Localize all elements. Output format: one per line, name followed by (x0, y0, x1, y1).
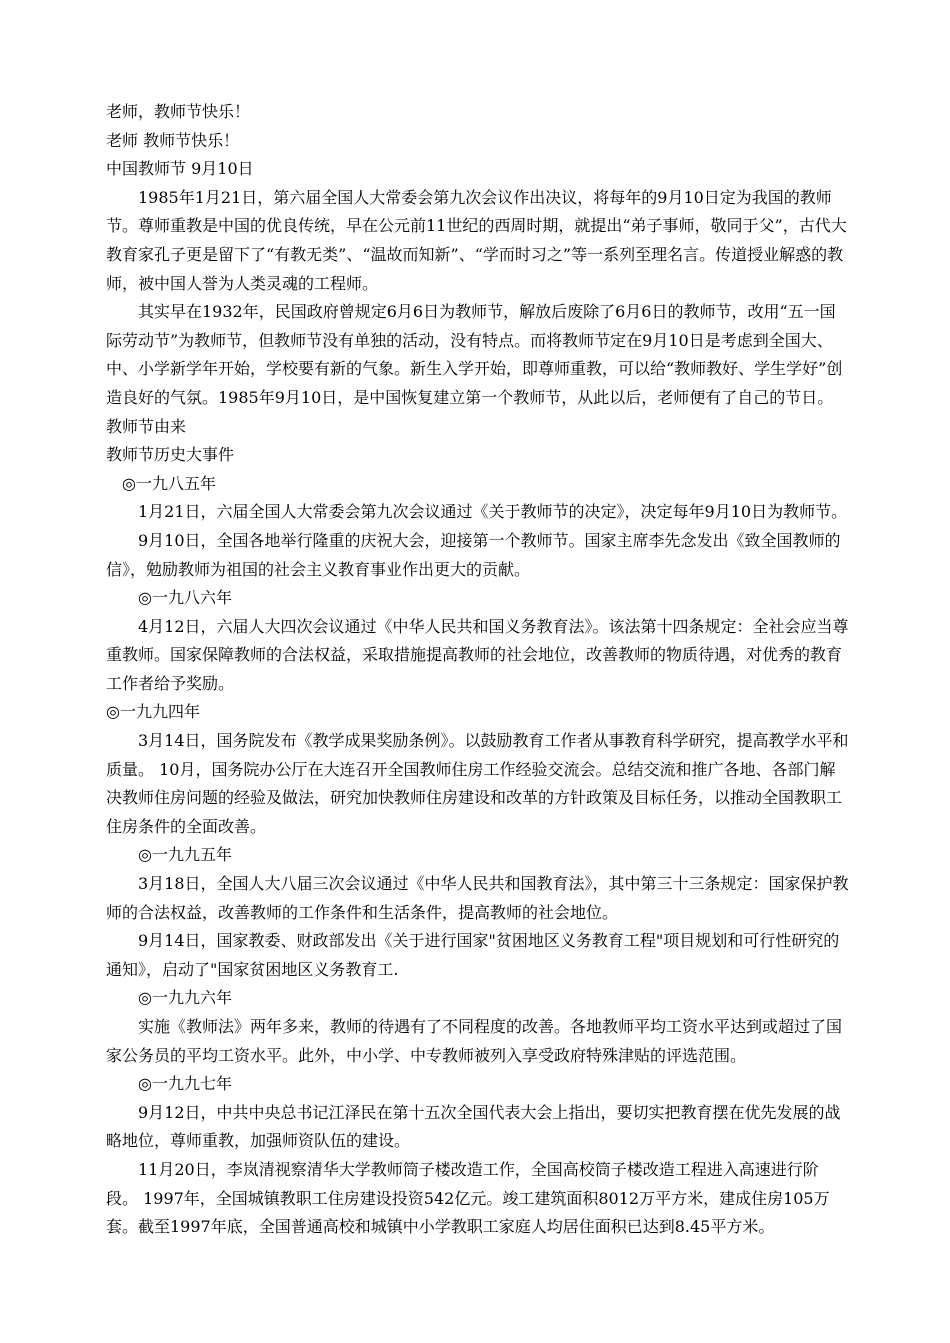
year-heading: ◎一九九七年 (138, 1074, 232, 1094)
greeting-line: 老师 教师节快乐！ (106, 130, 240, 150)
year-heading: ◎一九八五年 (122, 473, 216, 493)
body-paragraph: 3月18日，全国人大八届三次会议通过《中华人民共和国教育法》，其中第三十三条规定：国家保护教师的合法权益，改善教师的工作条件和生活条件，提高教师的社会地位。 (106, 874, 849, 922)
body-paragraph: 1月21日，六届全国人大常委会第九次会议通过《关于教师节的决定》，决定每年9月10日为教师节。 (138, 502, 848, 522)
year-heading: ◎一九九四年 (106, 702, 200, 722)
body-paragraph: 其实早在1932年，民国政府曾规定6月6日为教师节，解放后废除了6月6日的教师节，改用“五一国际劳动节”为教师节，但教师节没有单独的活动，没有特点。而将教师节定在9月10日是考虑到全国大、中、小学新学年开始，学校要有新的气象。新生入学开始，即尊师重教，可以给“教师教好、学生学好”创造良好的气氛。1985年9月10日，是中国恢复建立第一个教师节，从此以后，老师便有了自己的节日。 (106, 302, 843, 407)
body-paragraph: 3月14日，国务院发布《教学成果奖励条例》。以鼓励教育工作者从事教育科学研究，提高教学水平和质量。 10月，国务院办公厅在大连召开全国教师住房工作经验交流会。总结交流和推广各地、各部门解决教师住房问题的经验及做法，研究加快教师住房建设和改革的方针政策及目标任务，以推动全国教职工住房条件的全面改善。 (106, 731, 849, 836)
year-heading: ◎一九九六年 (138, 988, 232, 1008)
heading-line: 中国教师节 9月10日 (106, 159, 254, 179)
year-heading: ◎一九九五年 (138, 845, 232, 865)
section-heading: 教师节历史大事件 (106, 445, 235, 465)
year-heading: ◎一九八六年 (138, 588, 232, 608)
body-paragraph: 9月10日，全国各地举行隆重的庆祝大会，迎接第一个教师节。国家主席李先念发出《致全国教师的信》，勉励教师为祖国的社会主义教育事业作出更大的贡献。 (106, 530, 841, 579)
body-paragraph: 1985年1月21日，第六届全国人大常委会第九次会议作出决议，将每年的9月10日定为我国的教师节。尊师重教是中国的优良传统，早在公元前11世纪的西周时期，就提出“弟子事师，敬同于父”，古代大教育家孔子更是留下了“有教无类”、“温故而知新”、“学而时习之”等一系列至理名言。传道授业解惑的教师，被中国人誉为人类灵魂的工程师。 (106, 187, 847, 293)
body-paragraph: 11月20日，李岚清视察清华大学教师筒子楼改造工作，全国高校筒子楼改造工程进入高速进行阶段。 1997年，全国城镇教职工住房建设投资542亿元。竣工建筑面积8012万平方米，建成住房105万套。截至1997年底，全国普通高校和城镇中小学教职工家庭人均居住面积已达到8.45平方米。 (106, 1159, 830, 1237)
body-paragraph: 9月12日，中共中央总书记江泽民在第十五次全国代表大会上指出，要切实把教育摆在优先发展的战略地位，尊师重教，加强师资队伍的建设。 (106, 1102, 841, 1151)
body-paragraph: 9月14日，国家教委、财政部发出《关于进行国家"贫困地区义务教育工程"项目规划和可行性研究的通知》，启动了"国家贫困地区义务教育工. (106, 931, 840, 979)
body-paragraph: 4月12日，六届人大四次会议通过《中华人民共和国义务教育法》。该法第十四条规定：全社会应当尊重教师。国家保障教师的合法权益，采取措施提高教师的社会地位，改善教师的物质待遇，对优秀的教育工作者给予奖励。 (106, 616, 849, 693)
section-heading: 教师节由来 (106, 416, 187, 436)
greeting-line: 老师，教师节快乐！ (106, 102, 251, 121)
body-paragraph: 实施《教师法》两年多来，教师的待遇有了不同程度的改善。各地教师平均工资水平达到或超过了国家公务员的平均工资水平。此外，中小学、中专教师被列入享受政府特殊津贴的评选范围。 (106, 1017, 843, 1065)
